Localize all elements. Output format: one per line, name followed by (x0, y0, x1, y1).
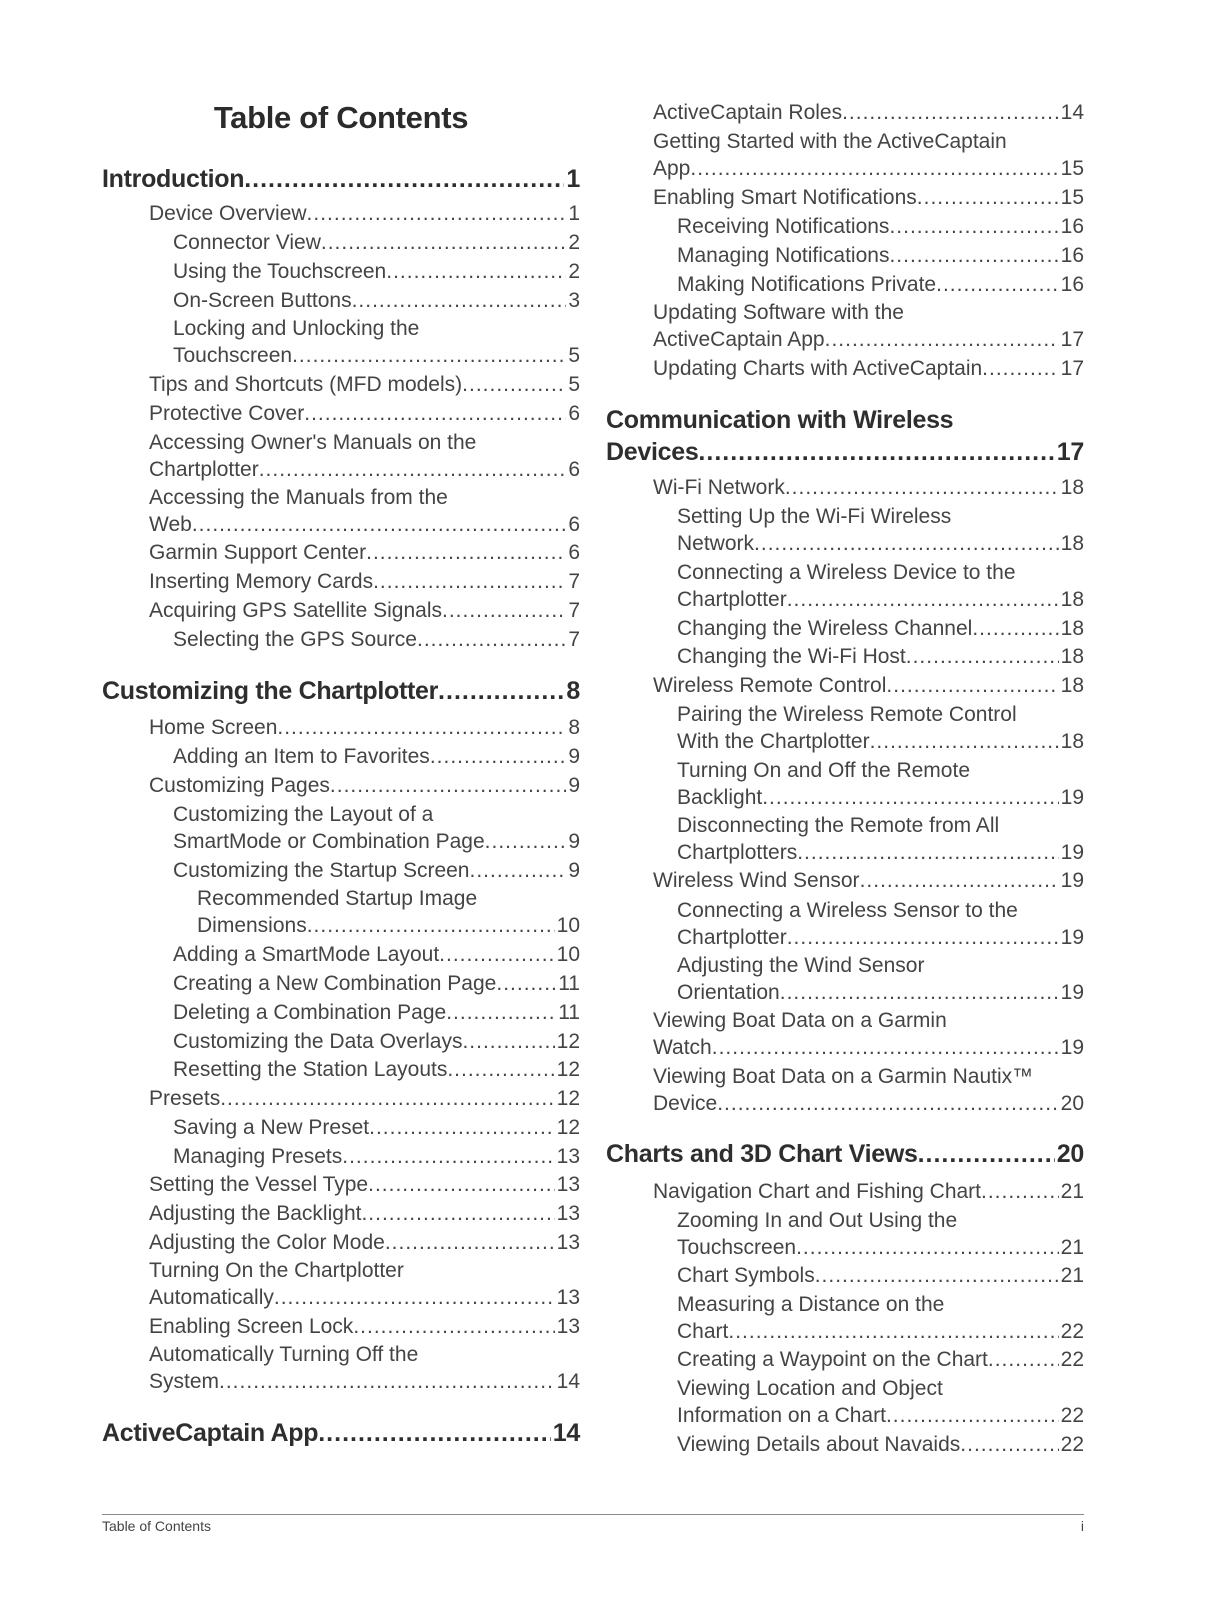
toc-entry-text: Dimensions (197, 914, 307, 937)
dot-leader (373, 568, 566, 595)
toc-entry-changing-the-wi-fi-host[interactable] (677, 643, 1084, 670)
toc-entry-activecaptain-roles[interactable] (653, 99, 1084, 126)
toc-entry-text: Resetting the Station Layouts (173, 1058, 448, 1081)
toc-page-number: 18 (1060, 476, 1084, 499)
dot-leader (762, 784, 1058, 811)
dot-leader (342, 1143, 554, 1170)
dot-leader (787, 586, 1059, 613)
dot-leader (728, 1318, 1058, 1345)
toc-entry-accessing-owner-s-manuals-on-the-chartplotter[interactable] (149, 429, 580, 483)
page-title: Table of Contents (213, 100, 469, 135)
toc-entry-saving-a-new-preset[interactable] (173, 1114, 580, 1141)
toc-entry-text: Creating a Waypoint on the Chart (677, 1348, 988, 1371)
toc-entry-text: Wi-Fi Network (653, 476, 785, 499)
toc-page-number: 8 (566, 677, 580, 705)
toc-entry-text: Using the Touchscreen (173, 260, 387, 283)
toc-entry-text: Presets (149, 1087, 221, 1110)
toc-entry-text: Introduction (102, 165, 245, 193)
footer-page-number: i (1080, 1518, 1084, 1534)
toc-entry-enabling-smart-notifications[interactable] (653, 184, 1084, 211)
toc-entry-connecting-a-wireless-device-to-the-chartplotter[interactable] (677, 559, 1084, 613)
dot-leader (304, 400, 566, 427)
toc-entry-text: Creating a New Combination Page (173, 972, 497, 995)
dot-leader (981, 1178, 1059, 1205)
toc-page-number: 14 (1060, 101, 1084, 124)
toc-entry-customizing-the-startup-screen[interactable] (173, 857, 580, 884)
toc-page-number: 10 (556, 943, 580, 966)
toc-page-number: 7 (568, 570, 580, 593)
toc-entry-text: With the Chartplotter (677, 730, 870, 753)
toc-entry-text: Setting the Vessel Type (149, 1173, 369, 1196)
toc-entry-adjusting-the-wind-sensor-orientation[interactable] (677, 952, 1084, 1006)
toc-entry-on-screen-buttons[interactable] (173, 287, 580, 314)
toc-entry-introduction[interactable] (102, 163, 580, 195)
toc-entry-text: App (653, 157, 691, 180)
toc-entry-chart-symbols[interactable] (677, 1262, 1084, 1289)
toc-page-number: 21 (1060, 1180, 1084, 1203)
toc-entry-acquiring-gps-satellite-signals[interactable] (149, 597, 580, 624)
dot-leader (754, 530, 1059, 557)
toc-page-number: 18 (1060, 588, 1084, 611)
toc-entry-text: Enabling Screen Lock (149, 1315, 354, 1338)
toc-page-number: 22 (1060, 1348, 1084, 1371)
dot-leader (936, 271, 1059, 298)
toc-entry-communication-with-wireless-devices[interactable] (606, 404, 1084, 468)
toc-entry-text: Backlight (677, 786, 763, 809)
toc-page-number: 1 (566, 165, 580, 193)
toc-entry-text: Chart (677, 1320, 729, 1343)
toc-entry-turning-on-and-off-the-remote-backlight[interactable] (677, 757, 1084, 811)
toc-page-number: 6 (568, 402, 580, 425)
dot-leader (386, 258, 566, 285)
toc-page-number: 18 (1060, 730, 1084, 753)
toc-entry-setting-the-vessel-type[interactable] (149, 1171, 580, 1198)
dot-leader (860, 867, 1059, 894)
toc-entry-text: Customizing the Data Overlays (173, 1030, 463, 1053)
dot-leader (988, 1346, 1059, 1373)
toc-entry-text: Wireless Wind Sensor (653, 869, 860, 892)
toc-entry-text: Customizing Pages (149, 774, 330, 797)
toc-page-number: 13 (556, 1202, 580, 1225)
toc-entry-text: Tips and Shortcuts (MFD models) (149, 373, 463, 396)
footer-section-label: Table of Contents (102, 1518, 211, 1534)
dot-leader (496, 970, 556, 997)
toc-entry-text: Communication with Wireless (606, 406, 954, 434)
toc-entry-text: Watch (653, 1036, 712, 1059)
dot-leader (366, 539, 566, 566)
toc-entry-creating-a-new-combination-page[interactable] (173, 970, 580, 997)
dot-leader (982, 355, 1058, 382)
toc-entry-wireless-wind-sensor[interactable] (653, 867, 1084, 894)
toc-entry-garmin-support-center[interactable] (149, 539, 580, 566)
toc-entry-text: Touchscreen (173, 344, 293, 367)
toc-entry-text: Managing Notifications (677, 244, 890, 267)
dot-leader (889, 213, 1058, 240)
toc-page-number: 19 (1060, 981, 1084, 1004)
toc-entry-disconnecting-the-remote-from-all-chartplotters[interactable] (677, 812, 1084, 866)
toc-entry-text: ActiveCaptain App (653, 328, 825, 351)
dot-leader (690, 155, 1058, 182)
toc-entry-receiving-notifications[interactable] (677, 213, 1084, 240)
toc-entry-text: Protective Cover (149, 402, 305, 425)
dot-leader (787, 924, 1059, 951)
toc-page-number: 17 (1060, 357, 1084, 380)
toc-entry-customizing-the-data-overlays[interactable] (173, 1028, 580, 1055)
toc-page-number: 16 (1060, 273, 1084, 296)
toc-entry-text: ActiveCaptain App (102, 1419, 319, 1447)
dot-leader (385, 1229, 555, 1256)
dot-leader (825, 326, 1059, 353)
dot-leader (446, 999, 556, 1026)
toc-page-number: 13 (556, 1315, 580, 1338)
toc-entry-text: Adding an Item to Favorites (173, 745, 430, 768)
dot-leader (698, 436, 1054, 468)
toc-entry-updating-charts-with-activecaptain[interactable] (653, 355, 1084, 382)
toc-page-number: 22 (1060, 1320, 1084, 1343)
toc-entry-text: Managing Presets (173, 1145, 343, 1168)
toc-entry-text: Updating Charts with ActiveCaptain (653, 357, 983, 380)
toc-page-number: 18 (1060, 617, 1084, 640)
toc-page-number: 6 (568, 458, 580, 481)
toc-page-number: 9 (568, 745, 580, 768)
toc-entry-enabling-screen-lock[interactable] (149, 1313, 580, 1340)
toc-entry-text: Viewing Location and Object (677, 1377, 943, 1400)
toc-page-number: 13 (556, 1231, 580, 1254)
toc-entry-text: Turning On and Off the Remote (677, 759, 970, 782)
dot-leader (277, 714, 566, 741)
toc-page-number: 19 (1060, 841, 1084, 864)
toc-page-number: 15 (1060, 157, 1084, 180)
toc-page-number: 19 (1060, 786, 1084, 809)
toc-page-number: 7 (568, 628, 580, 651)
toc-entry-text: Adjusting the Wind Sensor (677, 954, 925, 977)
dot-leader (886, 672, 1058, 699)
toc-entry-text: Information on a Chart (677, 1404, 886, 1427)
toc-entry-text: Garmin Support Center (149, 541, 367, 564)
toc-entry-text: Automatically (149, 1286, 274, 1309)
toc-entry-text: Viewing Details about Navaids (677, 1433, 961, 1456)
toc-page-number: 22 (1060, 1404, 1084, 1427)
toc-entry-text: Recommended Startup Image (197, 887, 478, 910)
toc-entry-text: Navigation Chart and Fishing Chart (653, 1180, 982, 1203)
toc-entry-text: Chartplotter (149, 458, 259, 481)
dot-leader (886, 1402, 1059, 1429)
toc-entry-changing-the-wireless-channel[interactable] (677, 615, 1084, 642)
toc-entry-device-overview[interactable] (149, 200, 580, 227)
toc-entry-text: Adding a SmartMode Layout (173, 943, 440, 966)
toc-page-number: 5 (568, 373, 580, 396)
toc-entry-viewing-details-about-navaids[interactable] (677, 1431, 1084, 1458)
toc-entry-managing-notifications[interactable] (677, 242, 1084, 269)
dot-leader (785, 474, 1059, 501)
toc-entry-text: Automatically Turning Off the (149, 1343, 419, 1366)
toc-entry-tips-and-shortcuts-mfd-models[interactable] (149, 371, 580, 398)
toc-page-number: 20 (1056, 1140, 1084, 1168)
dot-leader (485, 828, 567, 855)
dot-leader (368, 1171, 555, 1198)
dot-leader (442, 597, 566, 624)
dot-leader (889, 242, 1058, 269)
toc-entry-zooming-in-and-out-using-the-touchscreen[interactable] (677, 1207, 1084, 1261)
toc-entry-text: Locking and Unlocking the (173, 317, 420, 340)
toc-entry-text: Adjusting the Backlight (149, 1202, 362, 1225)
dot-leader (430, 743, 567, 770)
toc-entry-text: Charts and 3D Chart Views (606, 1140, 918, 1168)
dot-leader (870, 728, 1059, 755)
toc-entry-text: ActiveCaptain Roles (653, 101, 843, 124)
toc-entry-text: Inserting Memory Cards (149, 570, 374, 593)
toc-entry-making-notifications-private[interactable] (677, 271, 1084, 298)
toc-entry-accessing-the-manuals-from-the-web[interactable] (149, 484, 580, 538)
toc-entry-text: Customizing the Startup Screen (173, 859, 470, 882)
toc-entry-text: Device (653, 1092, 718, 1115)
toc-entry-text: Accessing the Manuals from the (149, 486, 448, 509)
toc-page-number: 12 (556, 1030, 580, 1053)
toc-entry-setting-up-the-wi-fi-wireless-network[interactable] (677, 503, 1084, 557)
toc-entry-text: Connecting a Wireless Sensor to the (677, 899, 1018, 922)
toc-entry-text: Changing the Wireless Channel (677, 617, 973, 640)
toc-entry-text: Measuring a Distance on the (677, 1293, 945, 1316)
toc-entry-navigation-chart-and-fishing-chart[interactable] (653, 1178, 1084, 1205)
dot-leader (960, 1431, 1058, 1458)
toc-entry-text: Selecting the GPS Source (173, 628, 417, 651)
toc-entry-inserting-memory-cards[interactable] (149, 568, 580, 595)
dot-leader (321, 229, 566, 256)
toc-entry-text: Accessing Owner's Manuals on the (149, 431, 477, 454)
toc-entry-updating-software-with-the-activecaptain-app[interactable] (653, 299, 1084, 353)
toc-entry-turning-on-the-chartplotter-automatically[interactable] (149, 1257, 580, 1311)
toc-entry-text: Changing the Wi-Fi Host (677, 645, 906, 668)
toc-entry-customizing-the-layout-of-a-smartmode-or-combina[interactable] (173, 801, 580, 855)
dot-leader (972, 615, 1058, 642)
toc-page-number: 9 (568, 859, 580, 882)
toc-entry-home-screen[interactable] (149, 714, 580, 741)
toc-entry-adding-a-smartmode-layout[interactable] (173, 941, 580, 968)
toc-entry-customizing-pages[interactable] (149, 772, 580, 799)
toc-entry-text: Setting Up the Wi-Fi Wireless (677, 505, 952, 528)
dot-leader (307, 912, 555, 939)
toc-entry-presets[interactable] (149, 1085, 580, 1112)
dot-leader (469, 857, 566, 884)
toc-entry-text: Pairing the Wireless Remote Control (677, 703, 1017, 726)
toc-page-number: 12 (556, 1087, 580, 1110)
dot-leader (717, 1090, 1058, 1117)
dot-leader (842, 99, 1059, 126)
toc-page-number: 13 (556, 1286, 580, 1309)
toc-entry-text: Chartplotters (677, 841, 798, 864)
dot-leader (438, 675, 564, 707)
toc-page-number: 5 (568, 344, 580, 367)
toc-entry-deleting-a-combination-page[interactable] (173, 999, 580, 1026)
dot-leader (815, 1262, 1059, 1289)
toc-entry-text: Deleting a Combination Page (173, 1001, 447, 1024)
toc-entry-viewing-boat-data-on-a-garmin-nautix-device[interactable] (653, 1063, 1084, 1117)
toc-page-number: 14 (552, 1419, 580, 1447)
toc-entry-text: Adjusting the Color Mode (149, 1231, 385, 1254)
dot-leader (906, 643, 1059, 670)
dot-leader (219, 1368, 555, 1395)
toc-entry-text: System (149, 1370, 220, 1393)
dot-leader (917, 184, 1059, 211)
dot-leader (447, 1056, 554, 1083)
toc-entry-text: SmartMode or Combination Page (173, 830, 485, 853)
toc-page-number: 9 (568, 830, 580, 853)
dot-leader (439, 941, 554, 968)
dot-leader (796, 1234, 1059, 1261)
toc-page-number: 21 (1060, 1264, 1084, 1287)
toc-entry-text: Customizing the Chartplotter (102, 677, 439, 705)
toc-entry-text: Customizing the Layout of a (173, 803, 434, 826)
dot-leader (417, 626, 566, 653)
toc-entry-text: Chartplotter (677, 588, 787, 611)
dot-leader (712, 1034, 1059, 1061)
toc-entry-customizing-the-chartplotter[interactable] (102, 675, 580, 707)
toc-entry-adding-an-item-to-favorites[interactable] (173, 743, 580, 770)
toc-page-number: 17 (1056, 438, 1084, 466)
toc-entry-pairing-the-wireless-remote-control-with-the-cha[interactable] (677, 701, 1084, 755)
toc-entry-using-the-touchscreen[interactable] (173, 258, 580, 285)
toc-entry-measuring-a-distance-on-the-chart[interactable] (677, 1291, 1084, 1345)
dot-leader (797, 839, 1058, 866)
dot-leader (462, 1028, 554, 1055)
dot-leader (259, 456, 567, 483)
toc-entry-text: Network (677, 532, 755, 555)
toc-page-number: 6 (568, 513, 580, 536)
toc-entry-locking-and-unlocking-the-touchscreen[interactable] (173, 315, 580, 369)
toc-entry-managing-presets[interactable] (173, 1143, 580, 1170)
toc-page-number: 10 (556, 914, 580, 937)
toc-page-number: 2 (568, 231, 580, 254)
toc-entry-text: Chart Symbols (677, 1264, 815, 1287)
toc-page-number: 11 (558, 1001, 580, 1024)
toc-entry-wi-fi-network[interactable] (653, 474, 1084, 501)
toc-page-number: 18 (1060, 645, 1084, 668)
toc-page-number: 15 (1060, 186, 1084, 209)
toc-entry-text: Updating Software with the (653, 301, 904, 324)
toc-entry-text: Enabling Smart Notifications (653, 186, 917, 209)
toc-page-number: 1 (568, 202, 580, 225)
toc-page-number: 19 (1060, 1036, 1084, 1059)
footer-divider (102, 1514, 1084, 1515)
toc-entry-text: Connecting a Wireless Device to the (677, 561, 1016, 584)
toc-page-number: 16 (1060, 215, 1084, 238)
dot-leader (361, 1200, 554, 1227)
toc-entry-text: Connector View (173, 231, 321, 254)
toc-entry-charts-and-3d-chart-views[interactable] (606, 1138, 1084, 1170)
toc-entry-automatically-turning-off-the-system[interactable] (149, 1341, 580, 1395)
toc-page-number: 11 (558, 972, 580, 995)
dot-leader (352, 287, 567, 314)
dot-leader (292, 342, 566, 369)
toc-entry-connector-view[interactable] (173, 229, 580, 256)
dot-leader (274, 1284, 555, 1311)
toc-page-number: 6 (568, 541, 580, 564)
toc-page-number: 3 (568, 289, 580, 312)
toc-entry-text: Devices (606, 438, 699, 466)
toc-page-number: 9 (568, 774, 580, 797)
toc-entry-text: Zooming In and Out Using the (677, 1209, 958, 1232)
toc-entry-text: Saving a New Preset (173, 1116, 370, 1139)
toc-entry-text: Receiving Notifications (677, 215, 890, 238)
toc-entry-text: Wireless Remote Control (653, 674, 887, 697)
toc-page-number: 8 (568, 716, 580, 739)
toc-entry-text: Viewing Boat Data on a Garmin Nautix™ (653, 1065, 1034, 1088)
toc-entry-text: Orientation (677, 981, 780, 1004)
toc-page-number: 16 (1060, 244, 1084, 267)
toc-entry-adjusting-the-color-mode[interactable] (149, 1229, 580, 1256)
dot-leader (330, 772, 566, 799)
dot-leader (780, 979, 1059, 1006)
toc-entry-selecting-the-gps-source[interactable] (173, 626, 580, 653)
dot-leader (192, 511, 567, 538)
toc-entry-protective-cover[interactable] (149, 400, 580, 427)
toc-page-number: 19 (1060, 869, 1084, 892)
toc-entry-recommended-startup-image-dimensions[interactable] (197, 885, 580, 939)
toc-page-number: 20 (1060, 1092, 1084, 1115)
toc-page-number: 13 (556, 1145, 580, 1168)
toc-entry-text: Web (149, 513, 192, 536)
toc-page-number: 19 (1060, 926, 1084, 949)
toc-entry-connecting-a-wireless-sensor-to-the-chartplotter[interactable] (677, 897, 1084, 951)
toc-entry-wireless-remote-control[interactable] (653, 672, 1084, 699)
dot-leader (369, 1114, 555, 1141)
toc-entry-text: Device Overview (149, 202, 307, 225)
toc-page-number: 13 (556, 1173, 580, 1196)
dot-leader (307, 200, 567, 227)
toc-page-number: 14 (556, 1370, 580, 1393)
toc-entry-text: Home Screen (149, 716, 278, 739)
toc-entry-viewing-location-and-object-information-on-a-cha[interactable] (677, 1375, 1084, 1429)
toc-entry-activecaptain-app[interactable] (102, 1417, 580, 1449)
toc-entry-text: Getting Started with the ActiveCaptain (653, 130, 1007, 153)
toc-page-number: 18 (1060, 532, 1084, 555)
toc-entry-text: Making Notifications Private (677, 273, 937, 296)
toc-page-number: 22 (1060, 1433, 1084, 1456)
toc-page-number: 2 (568, 260, 580, 283)
toc-entry-adjusting-the-backlight[interactable] (149, 1200, 580, 1227)
toc-entry-resetting-the-station-layouts[interactable] (173, 1056, 580, 1083)
dot-leader (318, 1417, 551, 1449)
dot-leader (220, 1085, 554, 1112)
toc-entry-text: Chartplotter (677, 926, 787, 949)
toc-entry-text: Turning On the Chartplotter (149, 1259, 404, 1282)
dot-leader (918, 1138, 1055, 1170)
toc-entry-text: Acquiring GPS Satellite Signals (149, 599, 442, 622)
toc-entry-text: Viewing Boat Data on a Garmin (653, 1009, 947, 1032)
dot-leader (353, 1313, 554, 1340)
toc-page-number: 12 (556, 1058, 580, 1081)
toc-page-number: 7 (568, 599, 580, 622)
dot-leader (244, 163, 564, 195)
toc-entry-text: Touchscreen (677, 1236, 797, 1259)
toc-page-number: 12 (556, 1116, 580, 1139)
toc-page-number: 18 (1060, 674, 1084, 697)
toc-entry-text: Disconnecting the Remote from All (677, 814, 1000, 837)
toc-page-number: 21 (1060, 1236, 1084, 1259)
toc-entry-viewing-boat-data-on-a-garmin-watch[interactable] (653, 1007, 1084, 1061)
toc-entry-text: On-Screen Buttons (173, 289, 352, 312)
toc-page-number: 17 (1060, 328, 1084, 351)
dot-leader (462, 371, 566, 398)
toc-entry-getting-started-with-the-activecaptain-app[interactable] (653, 128, 1084, 182)
toc-entry-creating-a-waypoint-on-the-chart[interactable] (677, 1346, 1084, 1373)
